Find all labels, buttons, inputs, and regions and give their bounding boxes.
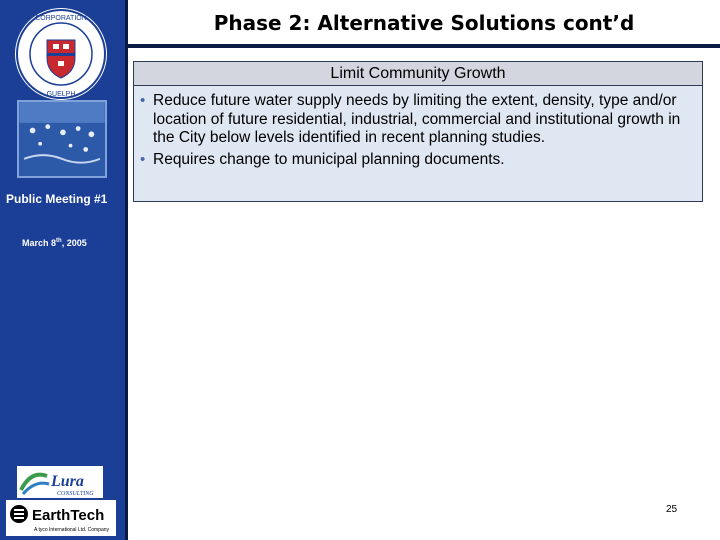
bullet-item	[140, 92, 696, 148]
sidebar-edge	[125, 0, 128, 540]
svg-text:CORPORATION: CORPORATION	[35, 15, 87, 22]
sidebar	[0, 0, 127, 540]
water-photo-icon	[17, 100, 107, 178]
bullet-dot-icon: •	[140, 150, 146, 168]
city-of-guelph-seal-icon	[13, 6, 109, 102]
earthtech-logo	[6, 500, 116, 536]
content-heading: Limit Community Growth	[134, 62, 702, 86]
content-box	[133, 61, 703, 202]
bullet-text: Reduce future water supply needs by limiting the extent, density, type and/or location of future residential, industrial, commercial and institutional growth in the City below levels identified in recent planning studies.	[153, 92, 681, 146]
title-divider	[128, 44, 720, 48]
svg-text:Lura: Lura	[51, 473, 84, 490]
svg-text:GUELPH: GUELPH	[46, 91, 76, 98]
bullet-list	[140, 92, 696, 169]
svg-text:EarthTech: EarthTech	[32, 507, 105, 524]
meeting-date: March 8th, 2005	[22, 238, 87, 248]
page-number: 25	[666, 504, 678, 515]
svg-text:A tyco International Ltd. Comp: A tyco International Ltd. Company	[34, 527, 110, 533]
svg-text:CONSULTING: CONSULTING	[57, 491, 94, 497]
bullet-text: Requires change to municipal planning documents.	[153, 150, 505, 168]
bullet-item	[140, 151, 696, 170]
lura-consulting-logo	[17, 466, 103, 498]
title-bar	[128, 0, 720, 44]
meeting-label: Public Meeting #1	[6, 192, 108, 206]
slide-title: Phase 2: Alternative Solutions cont’d	[213, 11, 635, 35]
bullet-dot-icon: •	[140, 92, 146, 109]
